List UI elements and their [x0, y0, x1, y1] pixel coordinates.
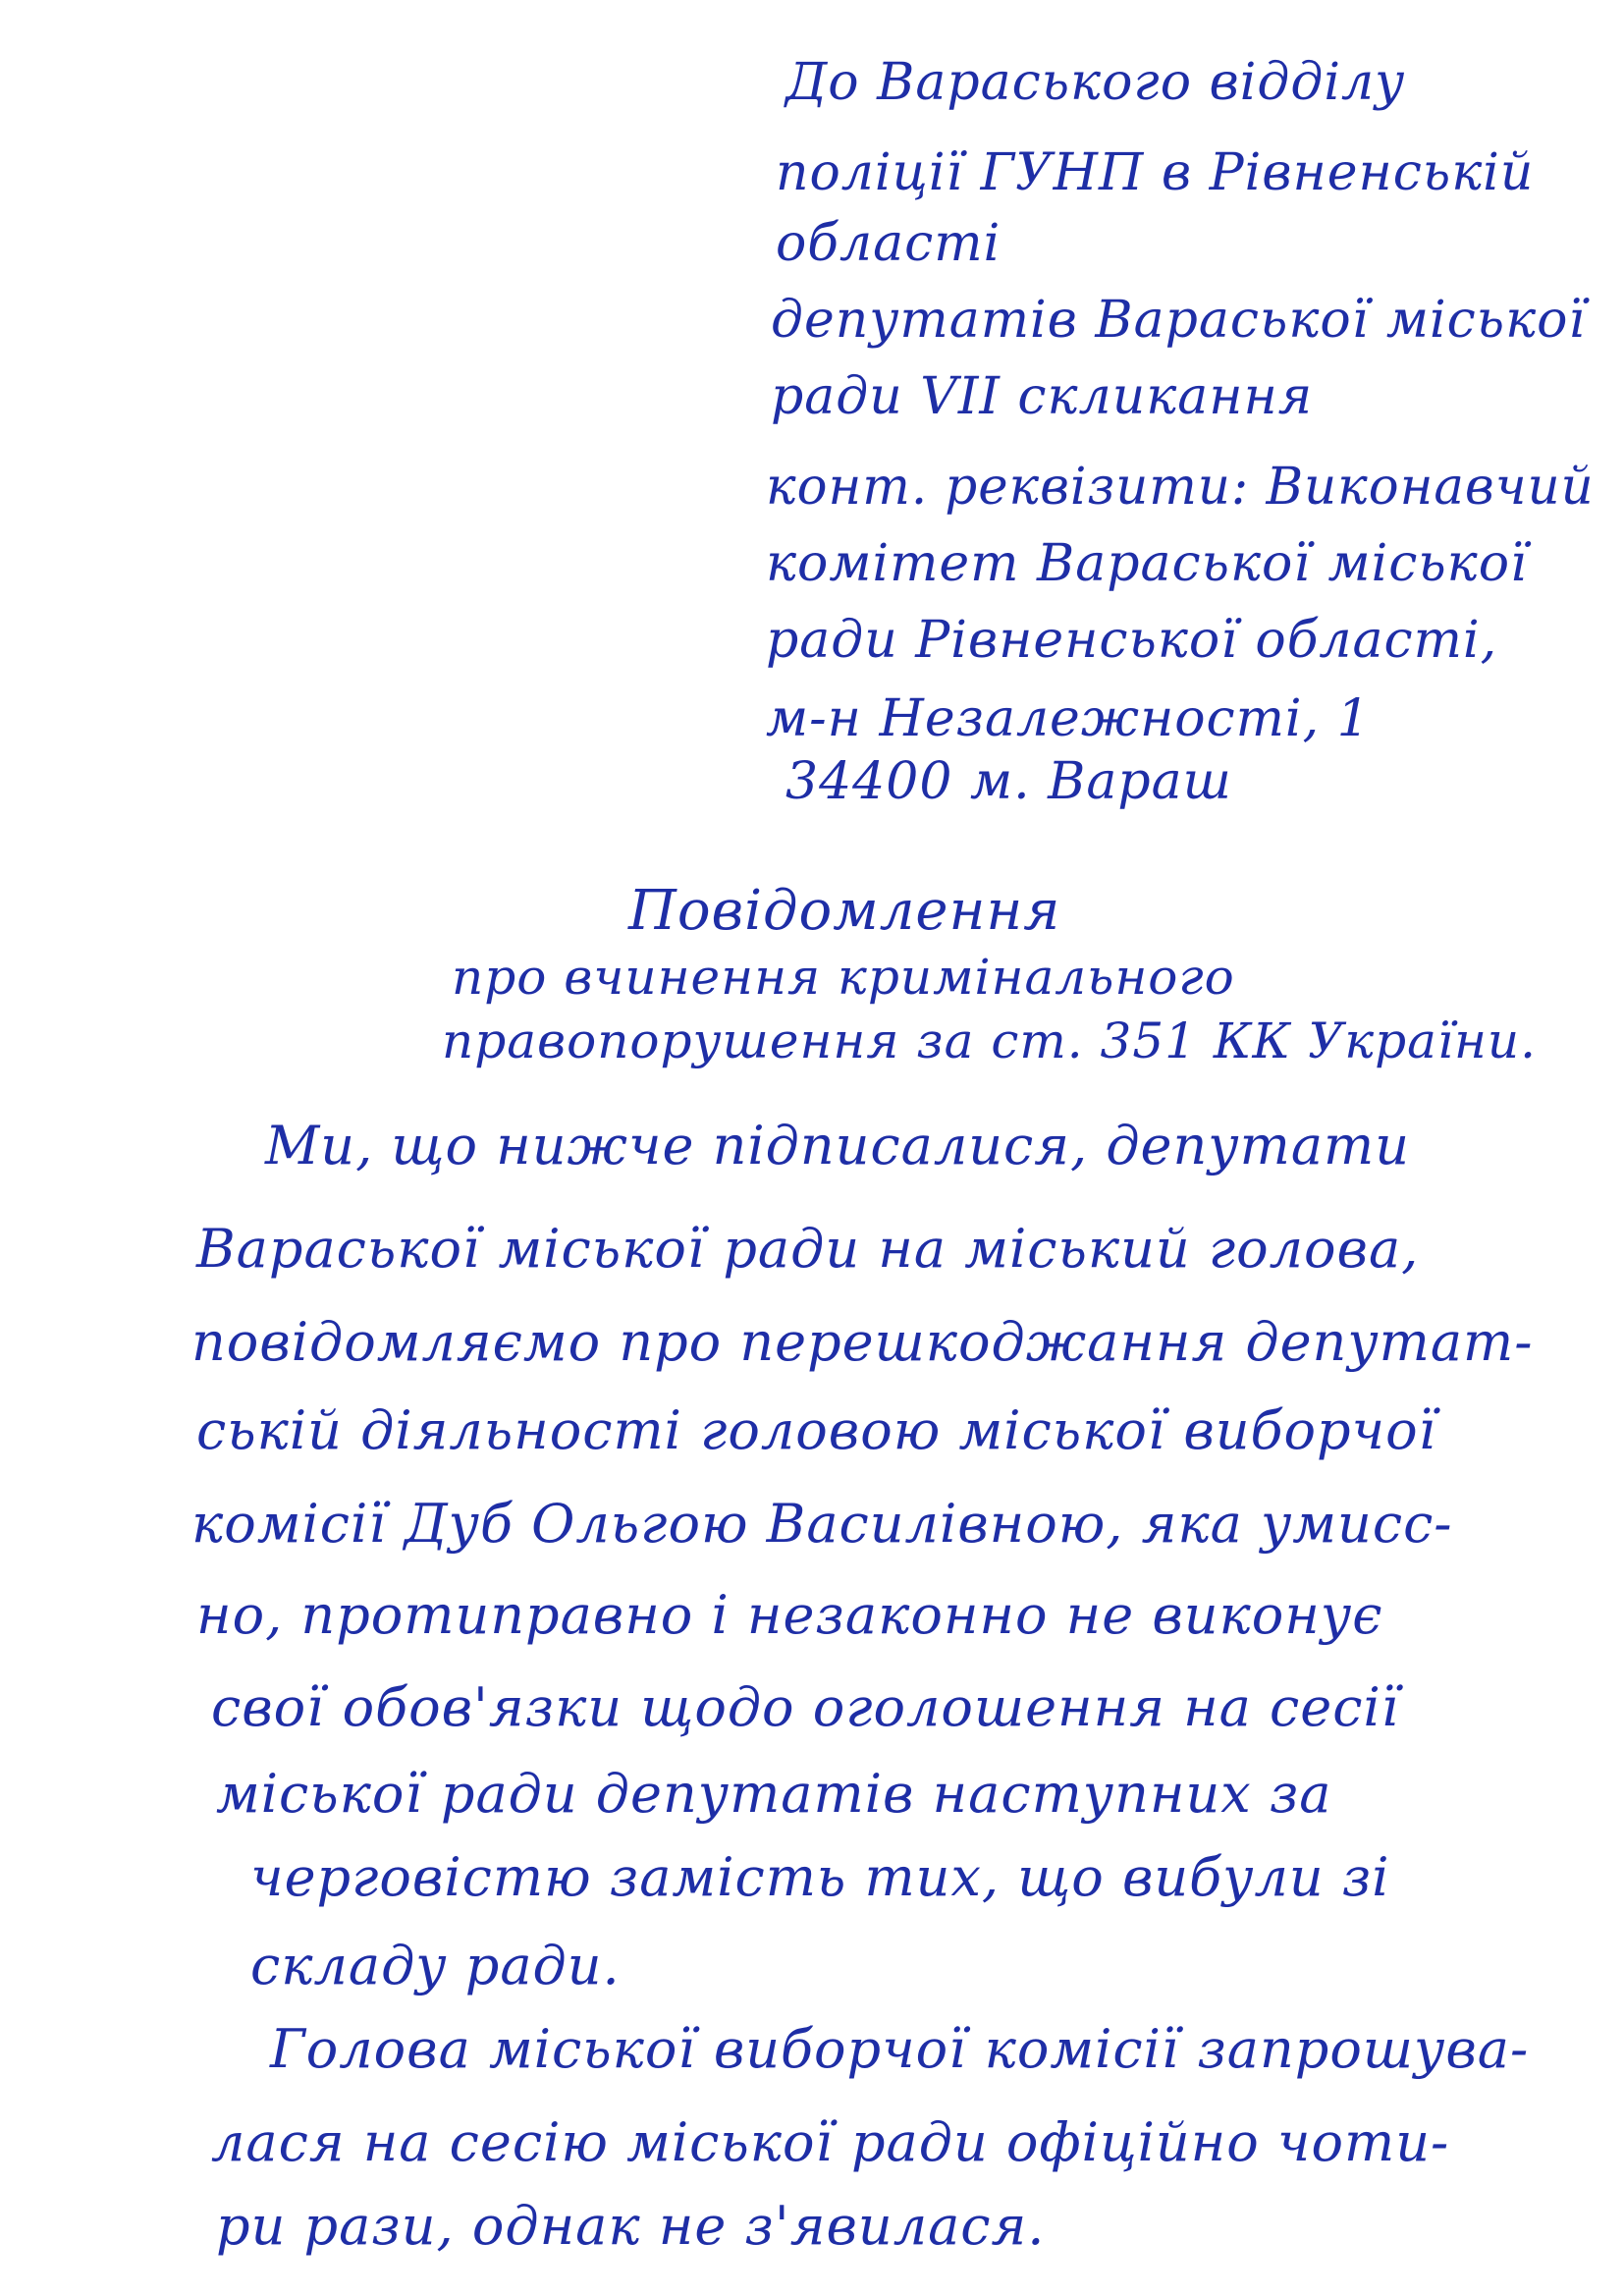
- body-line: повідомляємо про перешкоджання депутат-: [191, 1311, 1534, 1373]
- addressee-line: комітет Вараської міської: [766, 534, 1528, 593]
- addressee-line: 34400 м. Вараш: [785, 752, 1232, 811]
- body-line: Вараської міської ради на міський голова,: [196, 1218, 1420, 1280]
- body-line: черговістю замість тих, що вибули зі: [250, 1846, 1390, 1908]
- document-subtitle-line: про вчинення кримінального: [452, 949, 1235, 1006]
- addressee-line: До Вараського відділу: [785, 53, 1406, 112]
- document-subtitle-line: правопорушення за ст. 351 КК України.: [442, 1012, 1537, 1069]
- body-line: ській діяльності головою міської виборчої: [196, 1399, 1436, 1461]
- body-line: Ми, що нижче підписалися, депутати: [265, 1115, 1410, 1176]
- document-title: Повідомлення: [628, 879, 1061, 943]
- addressee-line: області: [776, 214, 1001, 273]
- body-line: складу ради.: [250, 1935, 621, 1996]
- body-line: міської ради депутатів наступних за: [216, 1763, 1332, 1825]
- addressee-line: ради Рівненської області,: [766, 611, 1498, 670]
- addressee-line: конт. реквізити: Виконавчий: [766, 458, 1595, 517]
- addressee-line: депутатів Вараської міської: [771, 291, 1587, 350]
- body-line: но, протиправно і незаконно не виконує: [196, 1584, 1383, 1646]
- addressee-line: ради VII скликання: [771, 367, 1314, 426]
- body-line: лася на сесію міської ради офіційно чоти-: [211, 2111, 1450, 2173]
- body-line: Голова міської виборчої комісії запрошува-: [270, 2018, 1530, 2080]
- body-line: комісії Дуб Ольгою Василівною, яка умисс-: [191, 1493, 1453, 1555]
- addressee-line: м-н Незалежності, 1: [766, 689, 1371, 748]
- addressee-line: поліції ГУНП в Рівненській: [776, 143, 1535, 202]
- body-line: ри рази, однак не з'явилася.: [216, 2195, 1046, 2257]
- body-line: свої обов'язки щодо оголошення на сесії: [211, 1676, 1400, 1738]
